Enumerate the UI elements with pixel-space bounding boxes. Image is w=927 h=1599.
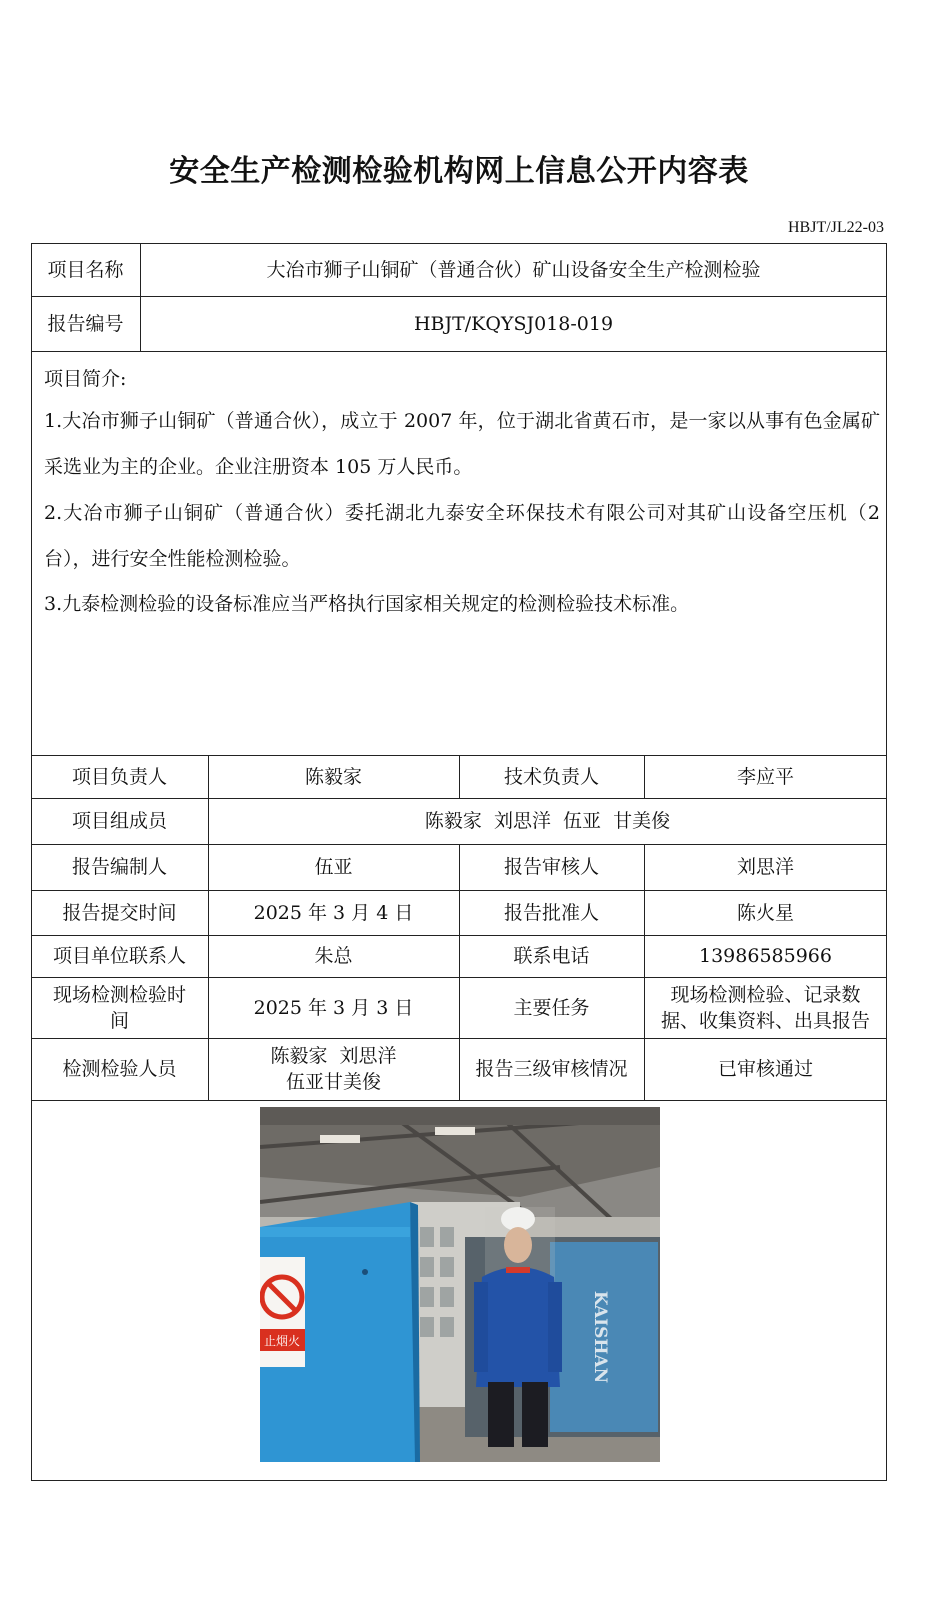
kaishan-label: KAISHAN — [590, 1290, 610, 1384]
phone-value: 13986585966 — [699, 945, 832, 967]
report-number-label: 报告编号 — [47, 312, 124, 335]
intro-paragraph-1: 1.大冶市狮子山铜矿（普通合伙），成立于 2007 年，位于湖北省黄石市，是一家以从事有色金属矿采选业为主的企业。企业注册资本 105 万人民币。 — [44, 410, 880, 478]
main-task-label: 主要任务 — [513, 996, 590, 1019]
phone-label: 联系电话 — [513, 945, 590, 967]
inspectors-line-2: 伍亚甘美俊 — [285, 1071, 381, 1093]
submit-date-value: 2025 年 3 月 4 日 — [253, 901, 414, 924]
inspectors-label: 检测检验人员 — [62, 1058, 177, 1080]
contact-value: 朱总 — [314, 945, 353, 967]
submit-date-label: 报告提交时间 — [62, 901, 177, 924]
report-number-value: HBJT/KQYSJ018-019 — [413, 312, 614, 335]
report-author-value: 伍亚 — [314, 856, 353, 878]
approver-label: 报告批准人 — [503, 901, 599, 924]
approver-value: 陈火星 — [736, 901, 794, 924]
inspectors-value — [208, 1038, 459, 1100]
main-task-value: 现场检测检验、记录数据、收集资料、出具报告 — [660, 983, 870, 1032]
site-time-value: 2025 年 3 月 3 日 — [253, 996, 414, 1019]
contact-label: 项目单位联系人 — [52, 945, 186, 967]
table-rule — [31, 1100, 887, 1101]
project-name-label: 项目名称 — [47, 258, 124, 281]
members-value: 陈毅家 刘思洋 伍亚 甘美俊 — [424, 810, 671, 832]
report-reviewer-label: 报告审核人 — [503, 856, 599, 878]
intro-paragraph-3: 3.九泰检测检验的设备标准应当严格执行国家相关规定的检测检验技术标准。 — [44, 593, 690, 615]
project-leader-value: 陈毅家 — [304, 765, 362, 788]
tech-lead-value: 李应平 — [736, 765, 794, 788]
report-author-label: 报告编制人 — [71, 856, 167, 878]
report-reviewer-value: 刘思洋 — [736, 856, 794, 878]
document-title: 安全生产检测检验机构网上信息公开内容表 — [169, 154, 749, 189]
tech-lead-label: 技术负责人 — [503, 765, 599, 788]
inspectors-line-1: 陈毅家 刘思洋 — [270, 1045, 397, 1067]
site-time-label: 现场检测检验时间 — [52, 983, 186, 1032]
no-fire-sign-text: 止烟火 — [263, 1334, 301, 1348]
members-label: 项目组成员 — [71, 810, 167, 832]
project-name-value: 大冶市狮子山铜矿（普通合伙）矿山设备安全生产检测检验 — [266, 258, 761, 281]
form-code: HBJT/JL22-03 — [788, 219, 884, 236]
review-status-value: 已审核通过 — [717, 1058, 813, 1080]
site-photo — [260, 1107, 660, 1462]
intro-paragraph-2: 2.大冶市狮子山铜矿（普通合伙）委托湖北九泰安全环保技术有限公司对其矿山设备空压机（2 台），进行安全性能检测检验。 — [44, 502, 880, 570]
intro-heading: 项目简介: — [44, 368, 127, 390]
project-leader-label: 项目负责人 — [71, 765, 167, 788]
table-rule — [31, 351, 887, 352]
review-status-label: 报告三级审核情况 — [475, 1058, 628, 1080]
